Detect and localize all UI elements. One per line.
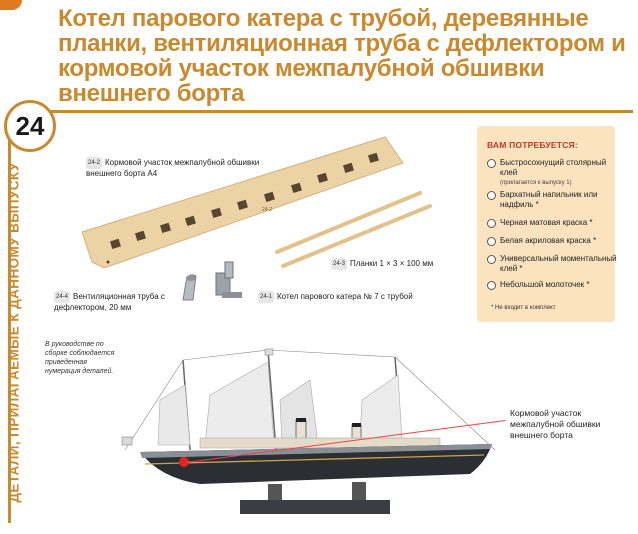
radio-circle-icon: [487, 159, 496, 168]
radio-circle-icon: [487, 237, 496, 246]
ship-illustration: [122, 349, 495, 514]
panel-marking: 24-2: [262, 207, 273, 213]
tool-item: Небольшой молоточек *: [487, 280, 618, 290]
ventilation-tube-part: [183, 275, 196, 300]
part-label-planks: 24-3 Планки 1 × 3 × 100 мм: [333, 259, 434, 269]
part-code: 24-3: [331, 258, 347, 270]
radio-circle-icon: [487, 191, 496, 200]
radio-circle-icon: [487, 281, 496, 290]
manual-note: В руководстве по сборке соблюдается приведенная нумерация деталей.: [45, 341, 115, 375]
required-tools-box: [477, 126, 615, 322]
planks-part: [277, 193, 430, 266]
stern-callout-label: Кормовой участок межпалубной обшивки внешнего борта: [510, 408, 601, 440]
tool-item: Бархатный напильник или надфиль *: [487, 190, 618, 209]
tool-item: Универсальный моментальный клей *: [487, 254, 618, 273]
issue-number-badge: 24: [4, 100, 56, 152]
tool-item: Белая акриловая краска *: [487, 236, 618, 246]
side-label-text: ДЕТАЛИ, ПРИЛАГАЕМЫЕ К ДАННОМУ ВЫПУСКУ: [6, 162, 22, 503]
part-code: 24-4: [54, 291, 70, 303]
required-tools-footnote: * Не входит в комплект: [491, 305, 556, 311]
boiler-part: [216, 262, 242, 298]
required-tools-title: ВАМ ПОТРЕБУЕТСЯ:: [487, 140, 578, 150]
part-label-stern-panel: 24-2 Кормовой участок межпалубной обшивки внешнего борта А4: [86, 158, 260, 178]
part-code: 24-1: [258, 291, 274, 303]
tool-item: Черная матовая краска *: [487, 218, 618, 228]
tool-item: Быстросохнущий столярный клей (прилагается к выпуску 1): [487, 158, 618, 189]
part-code: 24-2: [86, 157, 102, 169]
radio-circle-icon: [487, 219, 496, 228]
page-title: Котел парового катера с трубой, деревянные планки, вентиляционная труба с дефлектором и кормовой участок межпалубной обшивки внешнего борта: [58, 5, 626, 107]
radio-circle-icon: [487, 255, 496, 264]
part-label-boiler: 24-1 Котел парового катера № 7 с трубой: [260, 292, 413, 302]
part-label-vent-tube: 24-4 Вентиляционная труба с дефлектором, 20 мм: [54, 292, 165, 312]
